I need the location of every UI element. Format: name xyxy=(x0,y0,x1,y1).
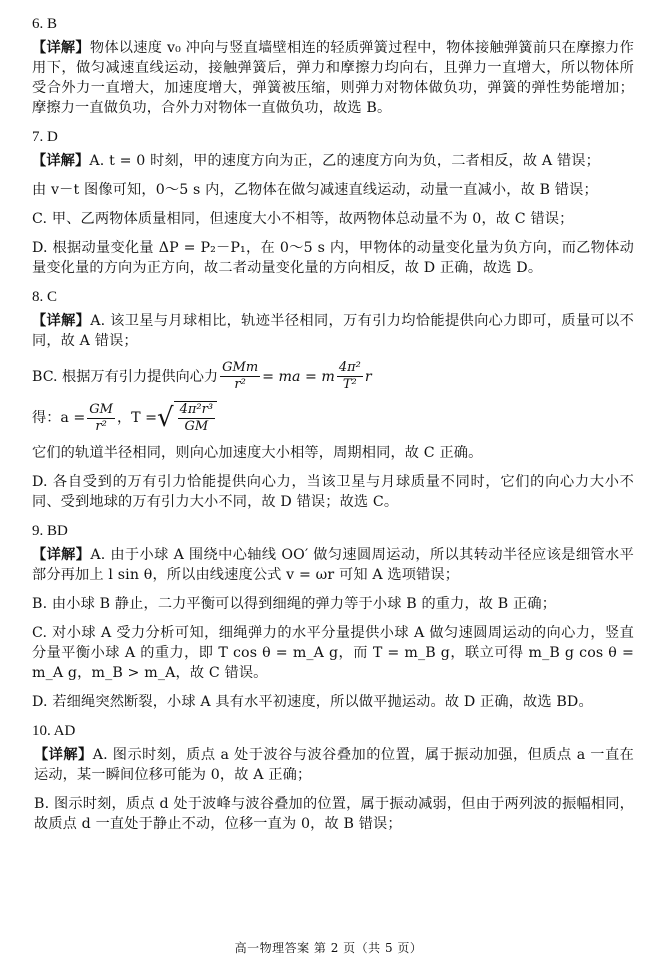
q10-tag: 【详解】 xyxy=(34,747,93,763)
page-footer: 高一物理答案 第 2 页（共 5 页） xyxy=(234,941,423,955)
q7-option-b: 由 v－t 图像可知，0～5 s 内，乙物体在做匀减速直线运动，动量一直减小，故 B 错误； xyxy=(32,182,598,198)
q8-tag: 【详解】 xyxy=(32,313,91,329)
q7-answer: 7. D xyxy=(32,129,58,145)
q10-a-text: A. 图示时刻，质点 a 处于波谷与波谷叠加的位置，属于振动加强，但质点 a 一直在运动，某一瞬间位移可能为 0，故 A 正确； xyxy=(34,747,634,783)
fraction-gm-r2 xyxy=(87,402,115,435)
q7-option-c: C. 甲、乙两物体质量相同，但速度大小不相等，故两物体总动量不为 0，故 C 错误； xyxy=(32,211,574,227)
q7-tag: 【详解】 xyxy=(32,153,90,169)
formula-tail: r xyxy=(364,368,372,385)
formula-middle: = ma = m xyxy=(262,368,335,385)
q9-option-b: B. 由小球 B 静止，二力平衡可以得到细绳的弹力等于小球 B 的重力，故 B 正确； xyxy=(32,596,557,612)
q10-option-a xyxy=(32,745,634,785)
fraction-numerator: 4π² xyxy=(338,360,361,375)
q8-get-lead: 得：a = xyxy=(32,410,86,426)
radical-sign-icon: √ xyxy=(157,403,174,433)
q7-option-d: D. 根据动量变化量 ΔP = P₂－P₁，在 0～5 s 内，甲物体的动量变化量为负方向，而乙物体动量变化量的方向为正方向，故二者动量变化量的方向相反，故 D 正确，故选 D。 xyxy=(32,240,634,276)
q7-a-text: A. t = 0 时刻，甲的速度方向为正，乙的速度方向为负，二者相反，故 A 错误； xyxy=(89,153,600,169)
square-root xyxy=(157,401,217,435)
fraction-numerator: 4π²r³ xyxy=(179,402,214,417)
fraction-denominator: r² xyxy=(95,418,107,434)
q8-formula-gravity xyxy=(32,360,634,393)
q9-a-text: A. 由于小球 A 围绕中心轴线 OO′ 做匀速圆周运动，所以其转动半径应该是细管水平部分再加上 l sin θ，所以由线速度公式 v = ωr 可知 A 选项错误； xyxy=(32,547,634,583)
fraction-numerator: GM xyxy=(89,401,113,417)
q8-formula-result xyxy=(32,401,634,435)
q6-tag: 【详解】 xyxy=(32,40,90,56)
q9-answer: 9. BD xyxy=(32,523,68,539)
q8-option-c: 它们的轨道半径相同，则向心加速度大小相等，周期相同，故 C 正确。 xyxy=(32,445,483,461)
fraction-denominator: GM xyxy=(184,419,209,434)
q6-explanation xyxy=(32,38,634,118)
fraction-numerator: GMm xyxy=(222,360,259,375)
q8-a-text: A. 该卫星与月球相比，轨迹半径相同，万有引力均恰能提供向心力即可，质量可以不同，故 A 错误； xyxy=(32,313,634,349)
q6-text: 物体以速度 v₀ 冲向与竖直墙壁相连的轻质弹簧过程中，物体接触弹簧前只在摩擦力作用下，做匀减速直线运动，接触弹簧后，弹力和摩擦力均向右，且弹力一直增大，所以物体所受合外力一直增大，加速度增大，弹簧被压缩，则弹力对物体做负功，弹簧的弹性势能增加；摩擦力一直做负功，合外力对物体一直做负功，故选 B。 xyxy=(32,40,634,116)
q9-option-d: D. 若细绳突然断裂，小球 A 具有水平初速度，所以做平抛运动。故 D 正确，故选 BD。 xyxy=(32,694,593,710)
fraction-4pi2-t2 xyxy=(337,360,363,393)
q9-option-a xyxy=(32,545,634,585)
fraction-denominator: r² xyxy=(234,377,246,392)
fraction-denominator: T² xyxy=(342,377,357,392)
q6-answer: 6. B xyxy=(32,16,58,32)
fraction-4pi2r3-gm xyxy=(178,402,215,435)
q9-option-c: C. 对小球 A 受力分析可知，细绳弹力的水平分量提供小球 A 做匀速圆周运动的向心力，竖直分量平衡小球 A 的重力，即 T cos θ = m_A g，而 T = m_B g，联立可得 m_B g cos θ = m_A g，m_B > m_A，故 C 错误。 xyxy=(32,625,634,681)
fraction-gmm-r2 xyxy=(220,360,260,393)
formula-middle-t: ，T = xyxy=(116,410,157,426)
q8-option-a xyxy=(32,311,634,351)
q10-answer: 10. AD xyxy=(32,723,76,739)
answer-content xyxy=(32,8,634,843)
q9-tag: 【详解】 xyxy=(32,547,91,563)
q7-option-a xyxy=(32,151,634,171)
q8-answer: 8. C xyxy=(32,289,58,305)
radical-body xyxy=(174,401,217,435)
q8-option-d: D. 各自受到的万有引力恰能提供向心力，当该卫星与月球质量不同时，它们的向心力大小不同、受到地球的万有引力大小不同，故 D 错误；故选 C。 xyxy=(32,474,634,510)
q10-option-b: B. 图示时刻，质点 d 处于波峰与波谷叠加的位置，属于振动减弱，但由于两列波的振幅相同，故质点 d 一直处于静止不动，位移一直为 0，故 B 错误； xyxy=(34,796,634,832)
q8-bc-lead: BC. 根据万有引力提供向心力 xyxy=(32,368,219,385)
